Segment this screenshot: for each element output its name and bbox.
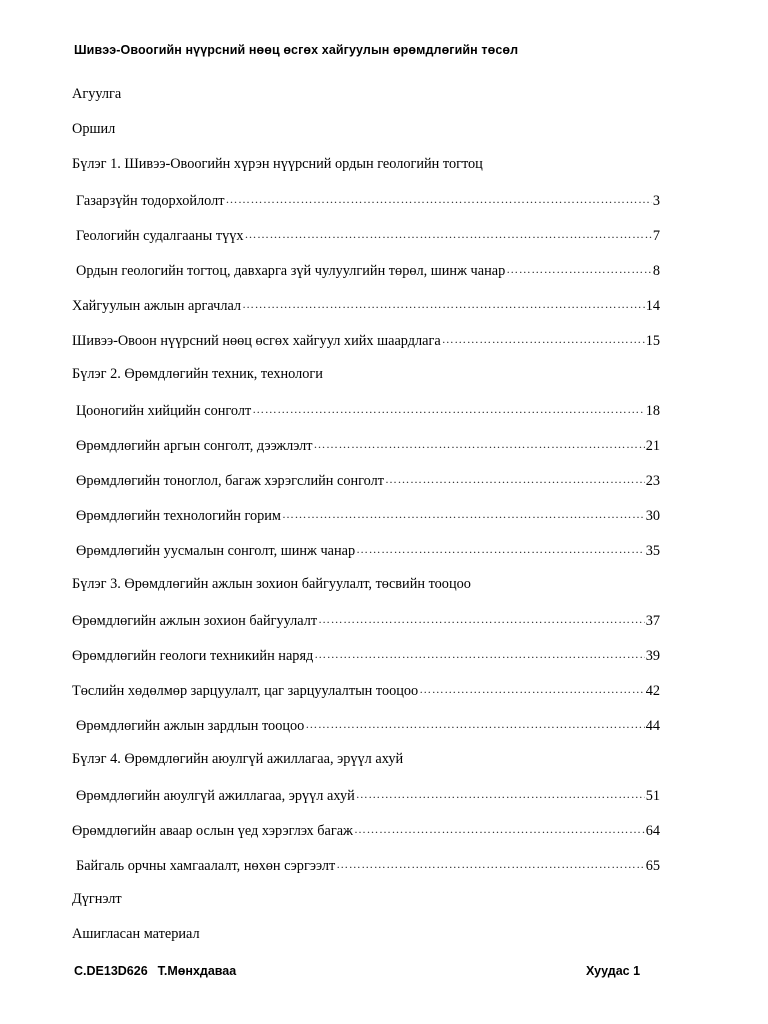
toc-entry-title: Ашигласан материал bbox=[72, 926, 200, 942]
toc-dot-leader bbox=[336, 856, 644, 870]
footer-left bbox=[74, 964, 236, 978]
toc-dot-leader bbox=[252, 401, 644, 415]
footer-author: Т.Мөнхдаваа bbox=[157, 964, 237, 978]
toc-entry bbox=[76, 506, 660, 528]
toc-dot-leader bbox=[442, 331, 645, 345]
toc-dot-leader bbox=[506, 261, 652, 275]
toc-entry bbox=[76, 786, 660, 808]
toc-entry bbox=[76, 401, 660, 423]
toc-entry bbox=[72, 576, 660, 598]
toc-dot-leader bbox=[354, 821, 645, 835]
toc-entry-title: Өрөмдлөгийн ажлын зохион байгуулалт bbox=[72, 613, 318, 630]
toc-entry-page-number: 30 bbox=[645, 508, 660, 525]
toc-entry-title: Төслийн хөдөлмөр зарцуулалт, цаг зарцуулалтын тооцоо bbox=[72, 683, 419, 700]
toc-entry bbox=[72, 121, 660, 143]
toc-entry-title: Бүлэг 1. Шивээ-Овоогийн хүрэн нүүрсний ордын геологийн тогтоц bbox=[72, 156, 483, 172]
toc-entry-page-number: 14 bbox=[645, 298, 660, 315]
toc-entry bbox=[72, 891, 660, 913]
toc-entry-page-number: 18 bbox=[645, 403, 660, 420]
toc-entry-page-number: 21 bbox=[645, 438, 660, 455]
toc-entry-title: Өрөмдлөгийн ажлын зардлын тооцоо bbox=[76, 718, 305, 735]
toc-entry bbox=[72, 611, 660, 633]
toc-entry-page-number: 65 bbox=[645, 858, 660, 875]
toc-entry-title: Ордын геологийн тогтоц, давхарга зүй чулуулгийн төрөл, шинж чанар bbox=[76, 263, 506, 280]
toc-entry bbox=[72, 646, 660, 668]
toc-dot-leader bbox=[305, 716, 644, 730]
toc-dot-leader bbox=[419, 681, 644, 695]
toc-dot-leader bbox=[314, 646, 644, 660]
toc-entry bbox=[76, 226, 660, 248]
toc-entry bbox=[76, 191, 660, 213]
toc-entry bbox=[76, 716, 660, 738]
toc-dot-leader bbox=[385, 471, 645, 485]
toc-dot-leader bbox=[314, 436, 645, 450]
toc-entry-page-number: 42 bbox=[645, 683, 660, 700]
toc-entry-page-number: 8 bbox=[652, 263, 660, 280]
toc-entry-title: Бүлэг 4. Өрөмдлөгийн аюулгүй ажиллагаа, эрүүл ахуй bbox=[72, 751, 404, 767]
toc-entry bbox=[72, 86, 660, 108]
toc-entry bbox=[72, 331, 660, 353]
toc-entry-title: Өрөмдлөгийн аюулгүй ажиллагаа, эрүүл ахуй bbox=[76, 788, 355, 805]
toc-entry-page-number: 7 bbox=[652, 228, 660, 245]
toc-dot-leader bbox=[356, 786, 645, 800]
toc-entry-title: Хайгуулын ажлын аргачлал bbox=[72, 298, 242, 315]
toc-entry-title: Дүгнэлт bbox=[72, 891, 122, 907]
toc-entry-title: Шивээ-Овоон нүүрсний нөөц өсгөх хайгуул хийх шаардлага bbox=[72, 333, 441, 350]
footer-page-label: Хуудас bbox=[586, 964, 630, 978]
toc-entry-page-number: 3 bbox=[652, 193, 660, 210]
footer-code: C.DE13D626 bbox=[74, 964, 148, 978]
toc-entry-title: Өрөмдлөгийн геологи техникийн наряд bbox=[72, 648, 314, 665]
toc-entry-title: Агуулга bbox=[72, 86, 122, 102]
toc-entry bbox=[72, 926, 660, 948]
toc-entry bbox=[76, 471, 660, 493]
toc-entry bbox=[72, 681, 660, 703]
toc-entry bbox=[76, 261, 660, 283]
toc-entry-page-number: 15 bbox=[645, 333, 660, 350]
toc-entry-page-number: 44 bbox=[645, 718, 660, 735]
toc-entry-title: Оршил bbox=[72, 121, 116, 137]
toc-entry-title: Бүлэг 3. Өрөмдлөгийн ажлын зохион байгуулалт, төсвийн тооцоо bbox=[72, 576, 471, 592]
toc-dot-leader bbox=[282, 506, 645, 520]
toc-dot-leader bbox=[226, 191, 652, 205]
toc-dot-leader bbox=[356, 541, 645, 555]
footer-right bbox=[586, 964, 640, 978]
toc-dot-leader bbox=[318, 611, 645, 625]
toc-entry bbox=[76, 856, 660, 878]
toc-entry-page-number: 23 bbox=[645, 473, 660, 490]
toc-entry bbox=[72, 366, 660, 388]
document-header-title: Шивээ-Овоогийн нүүрсний нөөц өсгөх хайгуулын өрөмдлөгийн төсөл bbox=[74, 43, 519, 57]
toc-entry-page-number: 37 bbox=[645, 613, 660, 630]
toc-entry-page-number: 39 bbox=[645, 648, 660, 665]
toc-dot-leader bbox=[242, 296, 645, 310]
toc-dot-leader bbox=[245, 226, 652, 240]
toc-entry-page-number: 64 bbox=[645, 823, 660, 840]
toc-entry-page-number: 35 bbox=[645, 543, 660, 560]
toc-entry-title: Өрөмдлөгийн аргын сонголт, дээжлэлт bbox=[76, 438, 313, 455]
toc-entry bbox=[72, 751, 660, 773]
toc-entry-title: Өрөмдлөгийн тоноглол, багаж хэрэгслийн сонголт bbox=[76, 473, 385, 490]
toc-entry bbox=[76, 541, 660, 563]
toc-entry-title: Геологийн судалгааны түүх bbox=[76, 228, 244, 245]
footer-page-number: 1 bbox=[633, 964, 641, 978]
toc-entry bbox=[72, 296, 660, 318]
toc-entry-title: Өрөмдлөгийн технологийн горим bbox=[76, 508, 281, 525]
toc-entry-title: Байгаль орчны хамгаалалт, нөхөн сэргээлт bbox=[76, 858, 336, 875]
toc-entry-title: Бүлэг 2. Өрөмдлөгийн техник, технологи bbox=[72, 366, 323, 382]
toc-entry-title: Өрөмдлөгийн аваар ослын үед хэрэглэх багаж bbox=[72, 823, 353, 840]
toc-entry bbox=[72, 821, 660, 843]
toc-entry-title: Цооногийн хийцийн сонголт bbox=[76, 403, 252, 420]
toc-entry bbox=[76, 436, 660, 458]
toc-entry-page-number: 51 bbox=[645, 788, 660, 805]
toc-entry bbox=[72, 156, 660, 178]
toc-entry-title: Газарзүйн тодорхойлолт bbox=[76, 193, 225, 210]
toc-entry-title: Өрөмдлөгийн уусмалын сонголт, шинж чанар bbox=[76, 543, 356, 560]
